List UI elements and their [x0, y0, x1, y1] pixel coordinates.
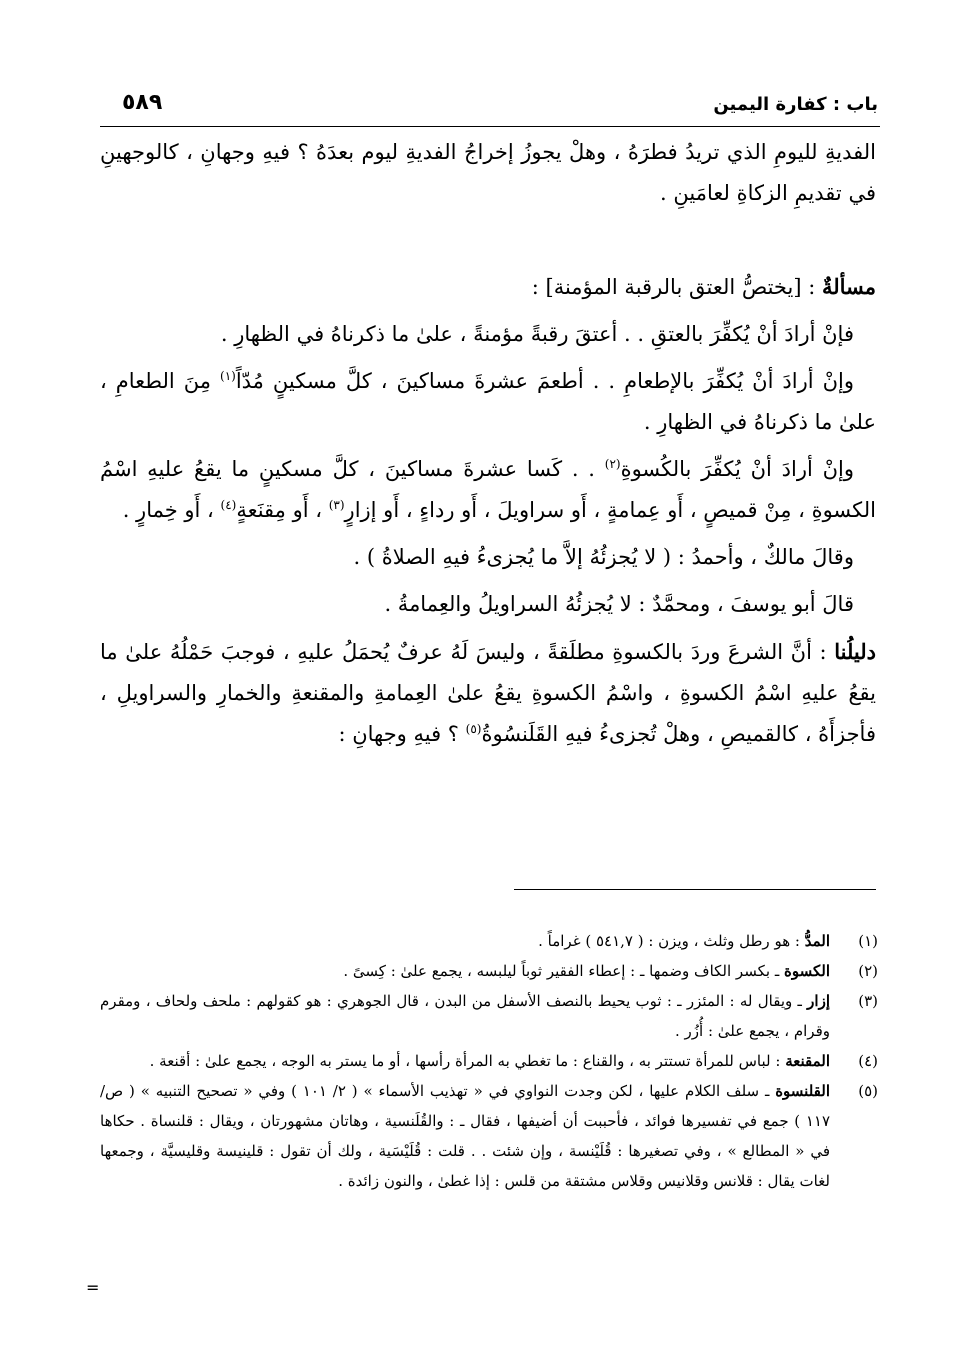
footnote-number: (١) [858, 932, 878, 950]
footnote-term: إزار [807, 992, 830, 1010]
paragraph-kiswa-b: . . كَسا عشرةَ مساكينَ ، كلَّ مسكينٍ ما يقعُ عليهِ اسْمُ الكسوةِ ، مِنْ قميصٍ ، أَو عِمامةٍ ، أَو سراويلَ ، أَو رداءٍ ، أَو إزارٍ [100, 457, 876, 522]
footnote-2 [100, 956, 878, 986]
footnote-number: (٣) [858, 992, 878, 1010]
page-header [100, 86, 880, 124]
header-rule [100, 126, 880, 127]
paragraph-itq: فإنْ أرادَ أنْ يُكفِّرَ بالعتقِ . . أعتقَ رقبةً مؤمنةً ، علىٰ ما ذكرناهُ في الظهارِ . [220, 322, 854, 346]
footnote-text [100, 1076, 830, 1196]
footnote-text [100, 986, 830, 1046]
footnote-4 [100, 1046, 878, 1076]
paragraph-dalil [100, 631, 876, 755]
footnote-term: المدُّ [804, 932, 830, 950]
masala-title: : [يختصُّ العتق بالرقبة المؤمنة] : [531, 275, 822, 299]
paragraph-kiswa-d: ، أَو خِمارٍ . [122, 498, 221, 522]
footnote-text [100, 926, 830, 956]
footnote-3 [100, 986, 878, 1046]
paragraph-1: الفديةِ لليومِ الذي تريدُ فطرَهُ ، وهلْ يجوزُ إخراجُ الفديةِ ليوم بعدَهُ ؟ فيهِ وجهانِ ، كالوجهينِ في تقديمِ الزكاةِ لعامَينِ . [100, 140, 876, 205]
footnotes [100, 926, 878, 1196]
paragraph-kiswa [100, 449, 876, 531]
footnote-ref-3: (٣) [328, 498, 345, 512]
footnote-body: ـ ويقال له : المئزر ـ : ثوب يحيط بالنصف الأسفل من البدن ، قال الجوهري : هو كقولهم : ملحف ولحاف ، ومقرم وقرام ، يجمع علىٰ : أُزُر . [100, 992, 830, 1040]
continuation-mark: = [86, 1278, 100, 1297]
footnote-body: : لباس للمرأة تستتر به ، والقناع : ما تغطي به المرأة رأسها ، أو ما يستر به الوجه ، يجمع علىٰ : أقنعة . [149, 1052, 786, 1070]
footnote-term: القلنسوة [775, 1082, 830, 1100]
footnote-term: الكسوة [783, 962, 830, 980]
footnote-body: : هو رطل وثلث ، ويزن : ( ٥٤١,٧ ) غراماً . [538, 932, 805, 950]
footnote-ref-4: (٤) [220, 498, 237, 512]
page-number: ٥٨٩ [122, 90, 163, 115]
footnote-number: (٥) [858, 1082, 878, 1100]
paragraph-kiswa-a: وإنْ أرادَ أنْ يُكفِّرَ بالكُسوةِ [620, 457, 854, 481]
footnote-number: (٢) [858, 962, 878, 980]
masala-heading [100, 266, 876, 308]
footnote-1 [100, 926, 878, 956]
paragraph-abu-yusuf: قالَ أبو يوسفَ ، ومحمَّدٌ : لا يُجزئُهُ السراويلُ والعِمامةُ . [384, 592, 854, 616]
footnote-5 [100, 1076, 878, 1196]
paragraph-itam [100, 361, 876, 443]
footnote-ref-1: (١) [220, 369, 236, 383]
main-text [100, 132, 876, 755]
footnote-body: ـ سلف الكلام عليها ، لكن وجدت النواوي في « تهذيب الأسماء » ( ٢/ ١٠١ ) وفي « تصحيح التنبيه » ( ص/ ١١٧ ) جمع في تفسيرها فوائد ، فأحببت أن أضيفها ، فقال ـ : والقُلَنسية ، وهاتان مشهورتان ، ويقال : قلنساة . حكاها في « المطالع » ، وفي تصغيرها : قُلَيْنسة ، وإن شئت . . قلت : قُلَيْسَية ، ولك أن تقول : قلينيسة وقليسيَّة ، وجمعها لغات يقال : قلانس وقلانيس وقلاس مشتقة من قلس : إذا غطىٰ ، والنون زائدة . [100, 1082, 830, 1190]
footnote-ref-2: (٢) [604, 457, 621, 471]
masala-label: مسألةٌ [821, 274, 876, 299]
paragraph-kiswa-c: ، أَو مِقنَعةٍ [236, 498, 329, 522]
footnote-term: المقنعة [785, 1052, 830, 1070]
paragraph-itam-a: وإنْ أرادَ أنْ يُكفِّرَ بالإطعامِ . . أطعمَ عشرةَ مساكينَ ، كلَّ مسكينٍ مُدّاً [235, 369, 854, 393]
footnote-text [100, 956, 830, 986]
paragraph-itam-b: مِنَ الطعامِ ، علىٰ ما ذكرناهُ في الظهارِ . [100, 369, 876, 434]
footnote-body: ـ بكسر الكاف وضمها ـ : إعطاء الفقير ثوباً ليلبسه ، يجمع علىٰ : كِسىً . [343, 962, 784, 980]
dalil-label: دليلُنا [834, 639, 876, 664]
footnote-number: (٤) [858, 1052, 878, 1070]
paragraph-dalil-b: ؟ فيهِ وجهانِ : [338, 722, 466, 746]
footnote-ref-5: (٥) [465, 722, 482, 736]
paragraph-dalil-a: : أنَّ الشرعَ وردَ بالكسوةِ مطلَقةً ، وليسَ لَهُ عرفٌ يُحمَلُ عليهِ ، فوجبَ حَمْلُهُ علىٰ ما يقعُ عليهِ اسْمُ الكسوةِ ، واسْمُ الكسوةِ يقعُ علىٰ العِمامةِ والمقنعةِ والخمارِ والسراويلِ ، فأجزأَهُ ، كالقميصِ ، وهلْ تُجزىءُ فيهِ القَلَنسُوةُ [100, 640, 876, 746]
paragraph-malik: وقالَ مالكٌ ، وأحمدُ : ( لا يُجزئُهُ إلاَّ ما يُجزىءُ فيهِ الصلاةُ ) . [353, 545, 854, 569]
running-title: باب : كفارة اليمين [713, 94, 878, 115]
footnote-rule [514, 889, 876, 890]
footnote-text [100, 1046, 830, 1076]
